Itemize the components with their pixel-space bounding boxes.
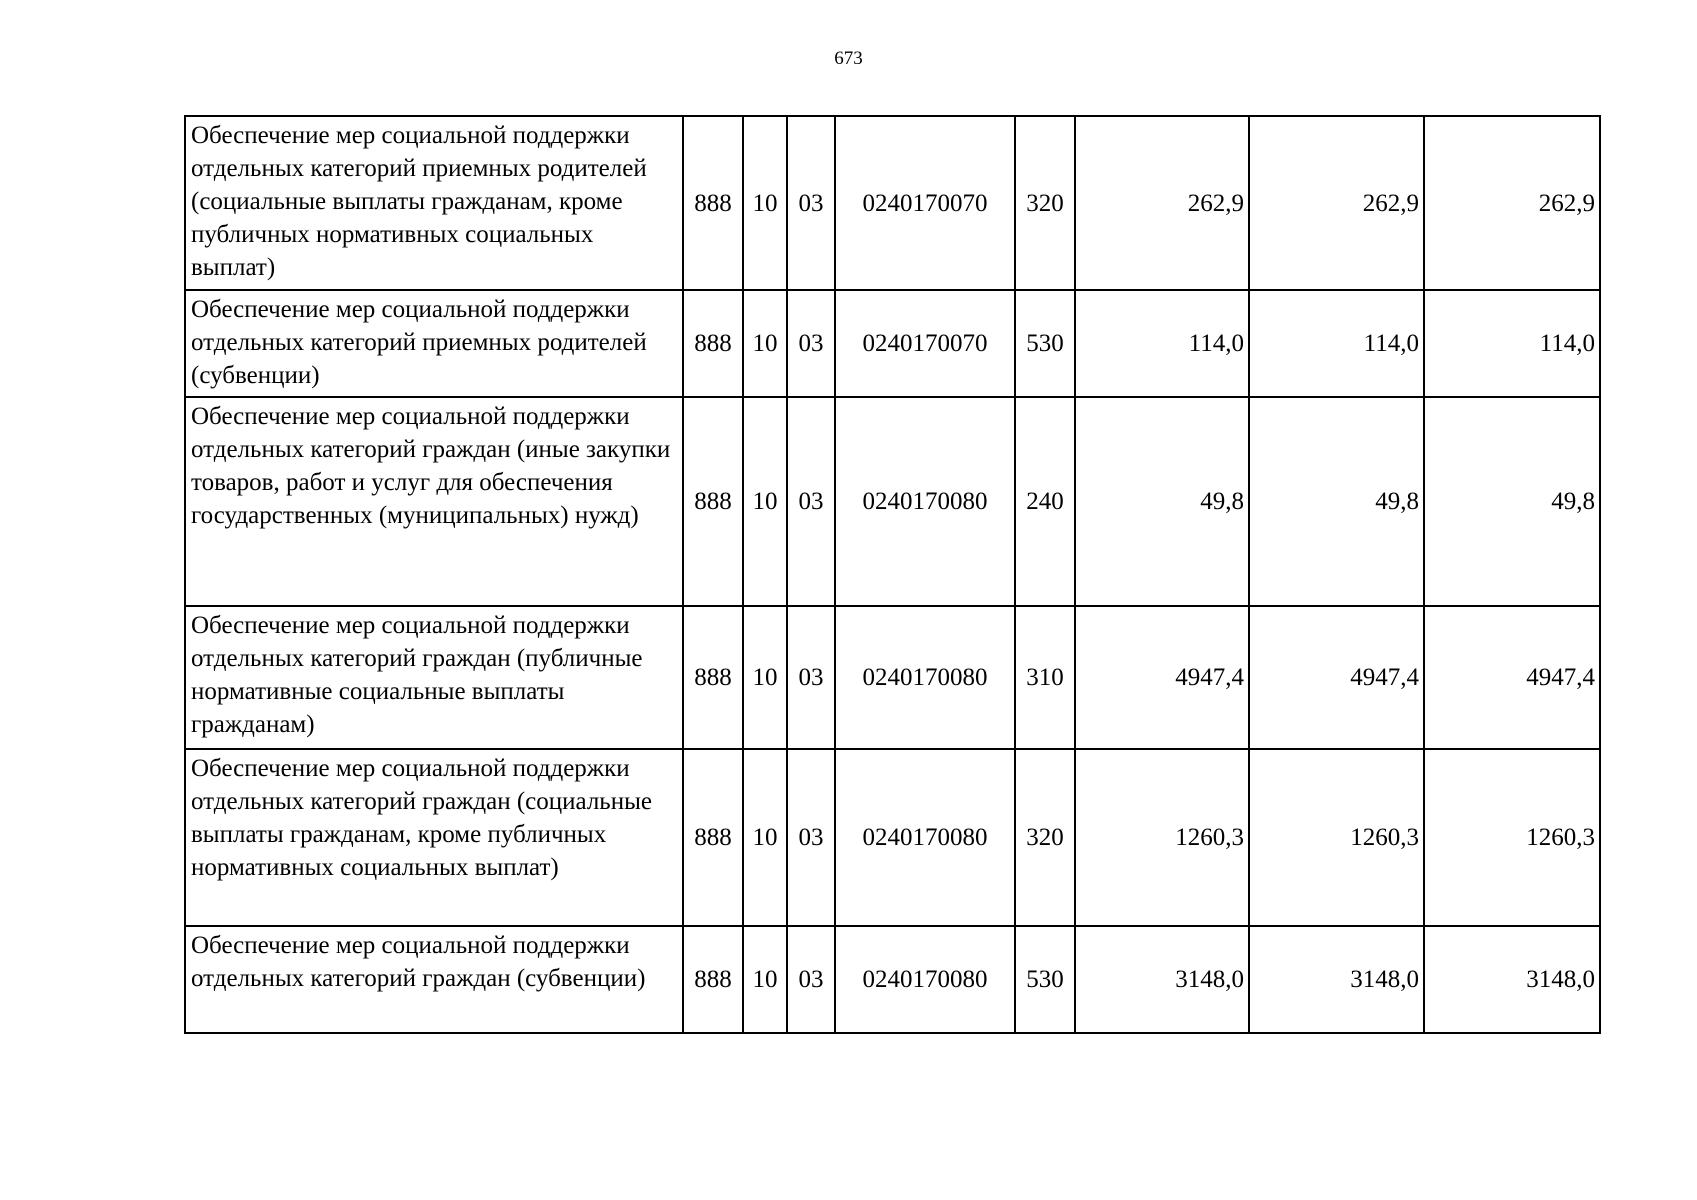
ministry-code: 888	[683, 397, 743, 606]
table-row	[185, 397, 1600, 606]
subsection-code: 03	[787, 749, 835, 926]
amount-year-1: 262,9	[1075, 116, 1249, 290]
target-article-code: 0240170080	[835, 606, 1015, 749]
expense-type-code: 530	[1015, 926, 1075, 1033]
section-code: 10	[743, 749, 787, 926]
section-code: 10	[743, 290, 787, 397]
amount-year-2: 114,0	[1249, 290, 1424, 397]
amount-year-1: 1260,3	[1075, 749, 1249, 926]
ministry-code: 888	[683, 606, 743, 749]
table-row	[185, 290, 1600, 397]
target-article-code: 0240170080	[835, 397, 1015, 606]
ministry-code: 888	[683, 749, 743, 926]
table-row	[185, 926, 1600, 1033]
amount-year-2: 49,8	[1249, 397, 1424, 606]
amount-year-1: 114,0	[1075, 290, 1249, 397]
ministry-code: 888	[683, 926, 743, 1033]
ministry-code: 888	[683, 290, 743, 397]
expense-type-code: 320	[1015, 749, 1075, 926]
amount-year-3: 3148,0	[1424, 926, 1600, 1033]
subsection-code: 03	[787, 606, 835, 749]
amount-year-1: 49,8	[1075, 397, 1249, 606]
section-code: 10	[743, 926, 787, 1033]
row-description: Обеспечение мер социальной поддержки отдельных категорий граждан (субвенции)	[185, 926, 683, 1033]
amount-year-1: 4947,4	[1075, 606, 1249, 749]
expense-type-code: 320	[1015, 116, 1075, 290]
row-description: Обеспечение мер социальной поддержки отдельных категорий граждан (публичные нормативные социальные выплаты гражданам)	[185, 606, 683, 749]
row-description: Обеспечение мер социальной поддержки отдельных категорий приемных родителей (субвенции)	[185, 290, 683, 397]
amount-year-2: 4947,4	[1249, 606, 1424, 749]
amount-year-3: 262,9	[1424, 116, 1600, 290]
section-code: 10	[743, 116, 787, 290]
section-code: 10	[743, 397, 787, 606]
page-number: 673	[834, 48, 863, 69]
expense-type-code: 240	[1015, 397, 1075, 606]
amount-year-3: 4947,4	[1424, 606, 1600, 749]
amount-year-1: 3148,0	[1075, 926, 1249, 1033]
amount-year-3: 49,8	[1424, 397, 1600, 606]
section-code: 10	[743, 606, 787, 749]
amount-year-3: 1260,3	[1424, 749, 1600, 926]
target-article-code: 0240170070	[835, 116, 1015, 290]
amount-year-3: 114,0	[1424, 290, 1600, 397]
subsection-code: 03	[787, 116, 835, 290]
subsection-code: 03	[787, 397, 835, 606]
amount-year-2: 3148,0	[1249, 926, 1424, 1033]
expense-type-code: 310	[1015, 606, 1075, 749]
table-row	[185, 606, 1600, 749]
row-description: Обеспечение мер социальной поддержки отдельных категорий граждан (иные закупки товаров, работ и услуг для обеспечения государственных (муниципальных) нужд)	[185, 397, 683, 606]
target-article-code: 0240170070	[835, 290, 1015, 397]
subsection-code: 03	[787, 290, 835, 397]
amount-year-2: 262,9	[1249, 116, 1424, 290]
table-row	[185, 116, 1600, 290]
table-row	[185, 749, 1600, 926]
subsection-code: 03	[787, 926, 835, 1033]
ministry-code: 888	[683, 116, 743, 290]
row-description: Обеспечение мер социальной поддержки отдельных категорий граждан (социальные выплаты гражданам, кроме публичных нормативных социальных выплат)	[185, 749, 683, 926]
budget-table	[184, 115, 1601, 1034]
target-article-code: 0240170080	[835, 749, 1015, 926]
target-article-code: 0240170080	[835, 926, 1015, 1033]
expense-type-code: 530	[1015, 290, 1075, 397]
amount-year-2: 1260,3	[1249, 749, 1424, 926]
row-description: Обеспечение мер социальной поддержки отдельных категорий приемных родителей (социальные выплаты гражданам, кроме публичных нормативных социальных выплат)	[185, 116, 683, 290]
